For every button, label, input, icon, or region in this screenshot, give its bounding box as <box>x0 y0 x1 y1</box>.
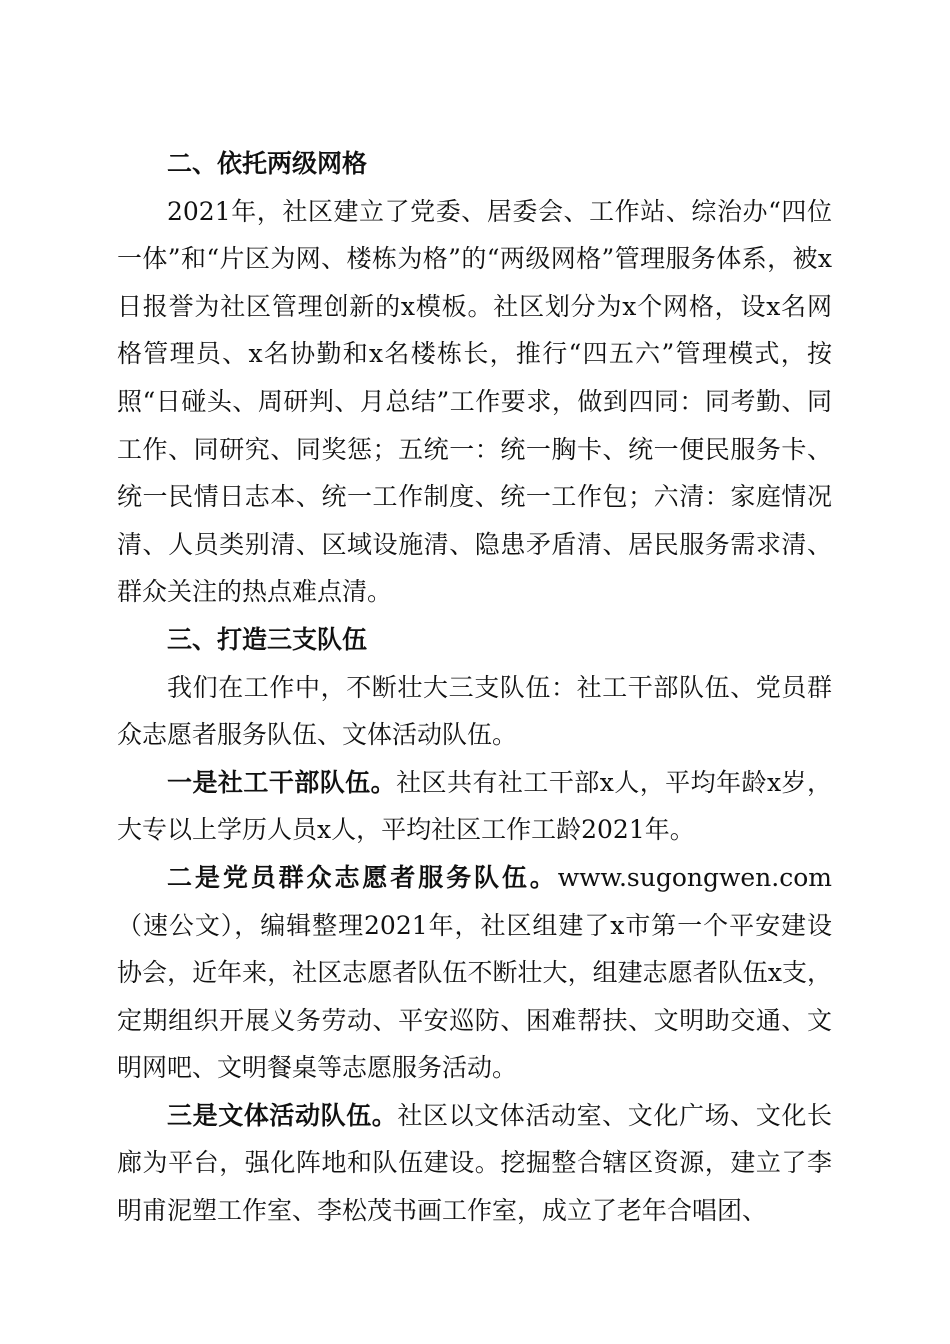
paragraph-culture-team <box>117 1092 832 1235</box>
paragraph-grid-management: 2021年，社区建立了党委、居委会、工作站、综治办“四位一体”和“片区为网、楼栋为格”的“两级网格”管理服务体系，被x日报誉为社区管理创新的x模板。社区划分为x个网格，设x名网格管理员、x名协勤和x名楼栋长，推行“四五六”管理模式，按照“日碰头、周研判、月总结”工作要求，做到四同：同考勤、同工作、同研究、同奖惩；五统一：统一胸卡、统一便民服务卡、统一民情日志本、统一工作制度、统一工作包；六清：家庭情况清、人员类别清、区域设施清、隐患矛盾清、居民服务需求清、群众关注的热点难点清。 <box>117 196 832 607</box>
text-volunteer-team: www.sugongwen.com（速公文），编辑整理2021年，社区组建了x市第一个平安建设协会，近年来，社区志愿者队伍不断壮大，组建志愿者队伍x支，定期组织开展义务劳动、平安巡防、困难帮扶、文明助交通、文明网吧、文明餐桌等志愿服务活动。 <box>117 862 832 1083</box>
lead-social-worker-team: 一是社工干部队伍。 <box>167 767 397 797</box>
text-culture-team: 社区以文体活动室、文化广场、文化长廊为平台，强化阵地和队伍建设。挖掘整合辖区资源，建立了李明甫泥塑工作室、李松茂书画工作室，成立了老年合唱团、 <box>117 1100 832 1226</box>
lead-volunteer-team: 二是党员群众志愿者服务队伍。 <box>167 862 558 892</box>
section-heading-two-level-grid: 二、依托两级网格 <box>167 149 368 178</box>
paragraph-volunteer-team <box>117 854 832 1092</box>
paragraph-three-teams-intro: 我们在工作中，不断壮大三支队伍：社工干部队伍、党员群众志愿者服务队伍、文体活动队伍。 <box>117 672 832 750</box>
section-heading-three-teams: 三、打造三支队伍 <box>167 624 368 654</box>
paragraph-social-worker-team <box>117 759 832 854</box>
document-page <box>117 140 832 1235</box>
text-social-worker-team: 社区共有社工干部x人，平均年龄x岁，大专以上学历人员x人，平均社区工作工龄2021年。 <box>117 767 832 845</box>
lead-culture-team: 三是文体活动队伍。 <box>167 1100 398 1130</box>
